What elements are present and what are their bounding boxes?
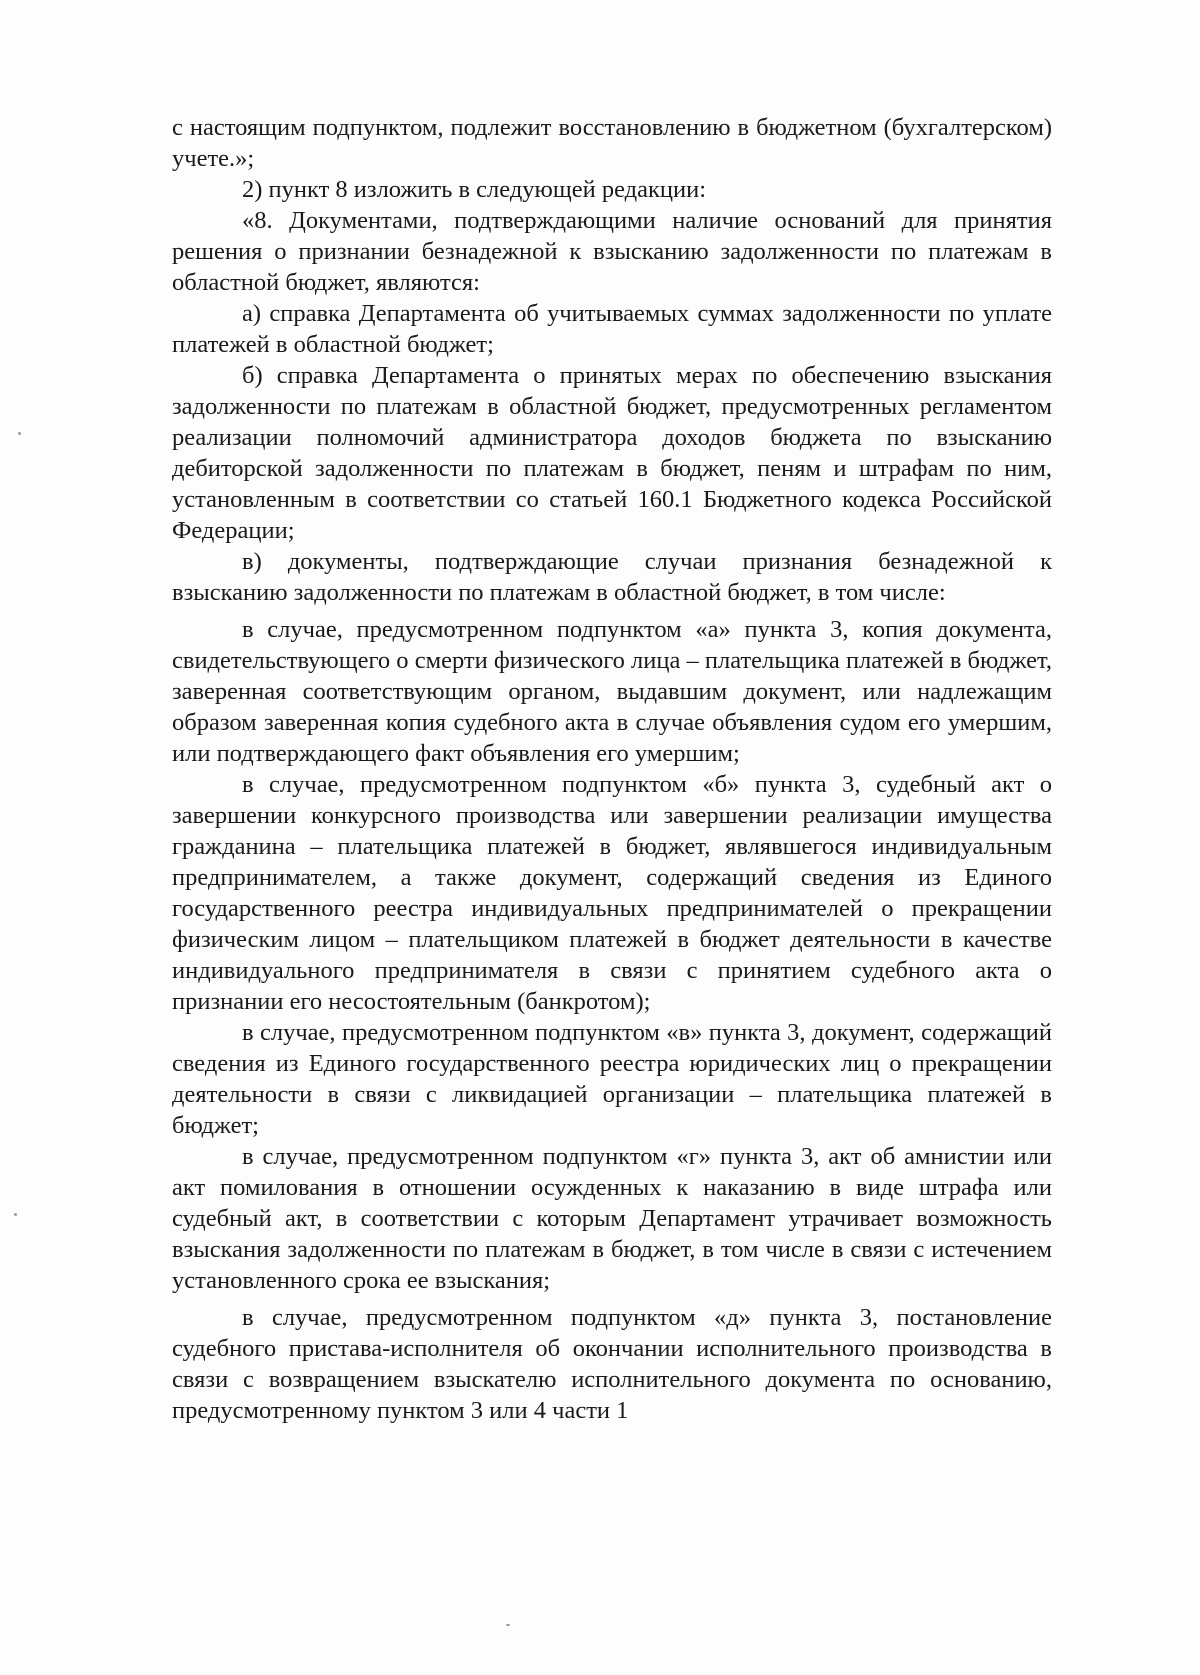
paragraph-item-2: 2) пункт 8 изложить в следующей редакции: (242, 176, 707, 203)
paragraph-case-b: в случае, предусмотренном подпунктом «б» пункта 3, судебный акт о завершении конкурсного производства или завершении реализации имущества гражданина – плательщика платежей в бюджет, являвшегося индивидуальным предпринимателем, а также документ, содержащий сведения из Единого государственного реестра индивидуальных предпринимателей о прекращении физическим лицом – плательщиком платежей в бюджет деятельности в качестве индивидуального предпринимателя в связи с принятием судебного акта о признании его несостоятельным (банкротом); (172, 771, 1052, 1015)
paragraph-subpoint-v: в) документы, подтверждающие случаи признания безнадежной к взысканию задолженности по платежам в областной бюджет, в том числе: (172, 548, 1052, 606)
scan-speck (506, 1624, 510, 1626)
paragraph-subpoint-a: а) справка Департамента об учитываемых суммах задолженности по уплате платежей в областной бюджет; (172, 300, 1052, 358)
paragraph-case-v: в случае, предусмотренном подпунктом «в» пункта 3, документ, содержащий сведения из Единого государственного реестра юридических лиц о прекращении деятельности в связи с ликвидацией организации – плательщика платежей в бюджет; (172, 1019, 1052, 1139)
paragraph-continuation: с настоящим подпунктом, подлежит восстановлению в бюджетном (бухгалтерском) учете.»; (172, 114, 1052, 172)
paragraph-case-d: в случае, предусмотренном подпунктом «д» пункта 3, постановление судебного пристава-исполнителя об окончании исполнительного производства в связи с возвращением взыскателю исполнительного документа по основанию, предусмотренному пунктом 3 или 4 части 1 (172, 1304, 1052, 1424)
scan-speck (18, 432, 21, 435)
document-body (172, 112, 1052, 1426)
paragraph-subpoint-b: б) справка Департамента о принятых мерах по обеспечению взыскания задолженности по платежам в областной бюджет, предусмотренных регламентом реализации полномочий администратора доходов бюджета по взысканию дебиторской задолженности по платежам в бюджет, пеням и штрафам по ним, установленным в соответствии со статьей 160.1 Бюджетного кодекса Российской Федерации; (172, 362, 1052, 544)
scan-speck (14, 1213, 17, 1216)
paragraph-case-a: в случае, предусмотренном подпунктом «а» пункта 3, копия документа, свидетельствующего о смерти физического лица – плательщика платежей в бюджет, заверенная соответствующим органом, выдавшим документ, или надлежащим образом заверенная копия судебного акта в случае объявления судом его умершим, или подтверждающего факт объявления его умершим; (172, 616, 1052, 767)
paragraph-case-g: в случае, предусмотренном подпунктом «г» пункта 3, акт об амнистии или акт помилования в отношении осужденных к наказанию в виде штрафа или судебный акт, в соответствии с которым Департамент утрачивает возможность взыскания задолженности по платежам в бюджет, в том числе в связи с истечением установленного срока ее взыскания; (172, 1143, 1052, 1294)
paragraph-point-8: «8. Документами, подтверждающими наличие оснований для принятия решения о признании безнадежной к взысканию задолженности по платежам в областной бюджет, являются: (172, 207, 1052, 296)
